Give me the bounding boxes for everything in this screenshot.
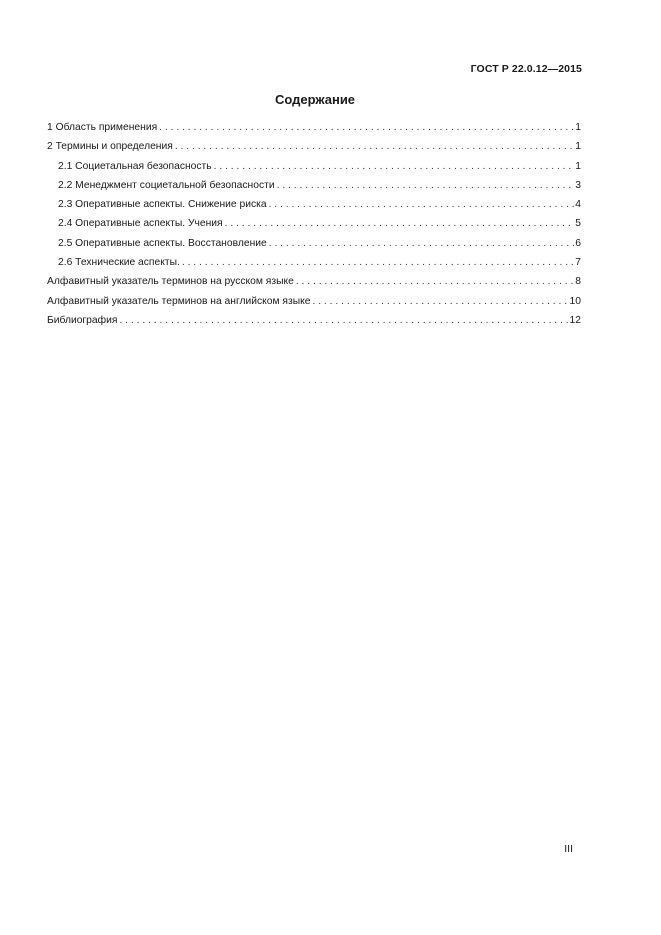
toc-entry[interactable] (47, 199, 581, 218)
toc-leader-dots (214, 161, 575, 172)
toc-leader-dots (277, 180, 575, 191)
toc-entry-label: 2.3 Оперативные аспекты. Снижение риска (58, 199, 267, 211)
toc-leader-dots (225, 218, 575, 229)
toc-leader-dots (269, 199, 575, 210)
toc-leader-dots (119, 315, 568, 326)
toc-entry-page: 1 (575, 141, 581, 153)
toc-entry-label: Библиография (47, 314, 118, 326)
toc-entry-label: 2.4 Оперативные аспекты. Учения (58, 218, 223, 230)
toc-entry[interactable] (47, 315, 581, 334)
toc-entry-page: 6 (575, 237, 581, 249)
document-code: ГОСТ Р 22.0.12—2015 (470, 63, 582, 75)
toc-entry[interactable] (47, 161, 581, 180)
toc-entry[interactable] (47, 276, 581, 295)
toc-entry-page: 3 (575, 179, 581, 191)
toc-leader-dots (159, 122, 574, 133)
toc-entry-label: Алфавитный указатель терминов на русском языке (47, 276, 294, 288)
toc-leader-dots (296, 276, 574, 287)
toc-entry[interactable] (47, 238, 581, 257)
toc-entry-page: 5 (575, 218, 581, 230)
toc-leader-dots (182, 257, 574, 268)
toc-title: Содержание (274, 92, 356, 107)
toc-entry[interactable] (47, 122, 581, 141)
toc-entry-page: 4 (575, 199, 581, 211)
toc-entry-page: 8 (575, 276, 581, 288)
toc-entry[interactable] (47, 296, 581, 315)
toc-leader-dots (269, 238, 575, 249)
toc-entry-page: 1 (575, 160, 581, 172)
table-of-contents (47, 122, 581, 334)
toc-entry[interactable] (47, 257, 581, 276)
toc-entry-page: 7 (575, 257, 581, 269)
toc-entry[interactable] (47, 141, 581, 160)
toc-entry-page: 1 (575, 122, 581, 133)
toc-entry-page: 10 (569, 295, 581, 307)
toc-entry[interactable] (47, 180, 581, 199)
toc-entry-label: 1 Область применения (47, 122, 158, 133)
page-number: III (564, 843, 573, 855)
toc-entry-label: 2 Термины и определения (47, 141, 173, 153)
toc-entry-label: 2.5 Оперативные аспекты. Восстановление (58, 237, 267, 249)
toc-entry-label: 2.1 Социетальная безопасность (58, 160, 212, 172)
toc-leader-dots (312, 296, 568, 307)
toc-entry[interactable] (47, 218, 581, 237)
toc-entry-label: Алфавитный указатель терминов на английском языке (47, 295, 311, 307)
toc-leader-dots (175, 141, 574, 152)
toc-entry-label: 2.6 Технические аспекты. (58, 257, 180, 269)
toc-entry-label: 2.2 Менеджмент социетальной безопасности (58, 179, 275, 191)
toc-entry-page: 12 (569, 314, 581, 326)
